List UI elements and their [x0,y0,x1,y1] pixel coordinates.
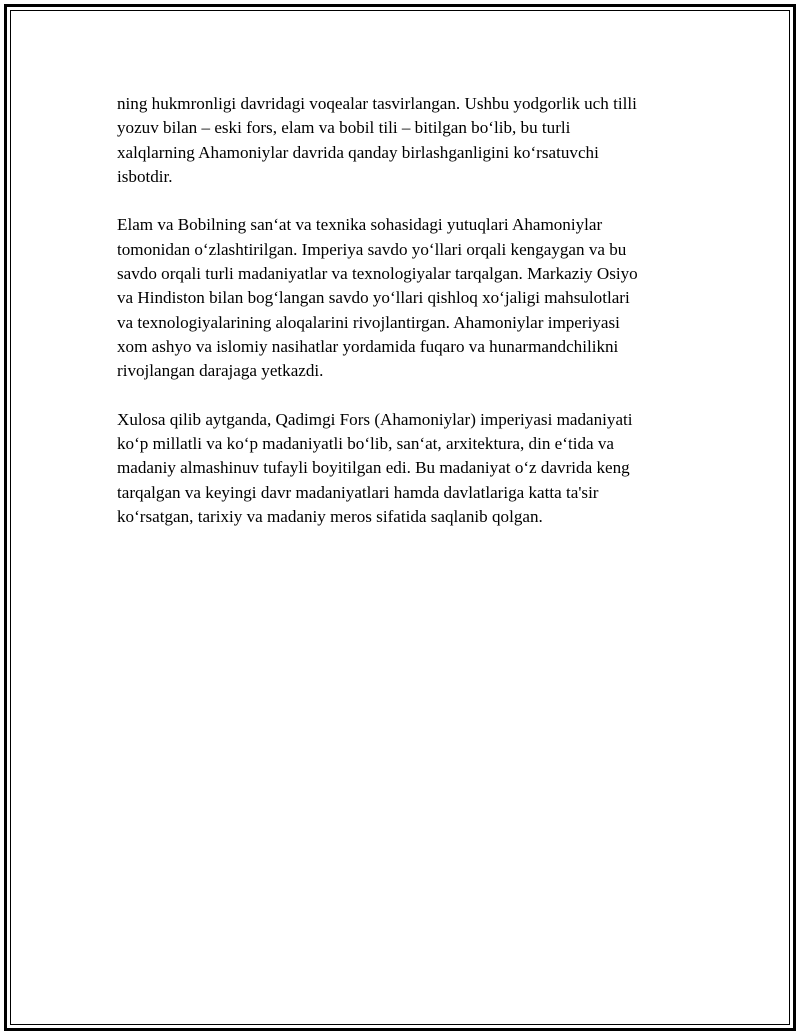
text-line: xalqlarning Ahamoniylar davrida qanday birlashganligini koʻrsatuvchi [117,142,599,162]
text-line: Xulosa qilib aytganda, Qadimgi Fors (Ahamoniylar) imperiyasi madaniyati [117,409,633,429]
text-line: tomonidan oʻzlashtirilgan. Imperiya savdo yoʻllari orqali kengaygan va bu [117,239,627,259]
paragraph-3 [117,408,697,529]
paragraph-2 [117,213,697,383]
text-line: savdo orqali turli madaniyatlar va texnologiyalar tarqalgan. Markaziy Osiyo [117,264,638,284]
text-line: yozuv bilan – eski fors, elam va bobil tili – bitilgan boʻlib, bu turli [117,118,571,138]
text-line: isbotdir. [117,166,173,186]
text-line: tarqalgan va keyingi davr madaniyatlari hamda davlatlariga katta ta'sir [117,482,599,502]
text-line: koʻrsatgan, tarixiy va madaniy meros sifatida saqlanib qolgan. [117,507,543,527]
text-line: xom ashyo va islomiy nasihatlar yordamida fuqaro va hunarmandchilikni [117,336,619,356]
paragraph-1 [117,92,697,189]
text-line: madaniy almashinuv tufayli boyitilgan edi. Bu madaniyat oʻz davrida keng [117,458,630,478]
text-line: rivojlangan darajaga yetkazdi. [117,361,324,381]
text-line: koʻp millatli va koʻp madaniyatli boʻlib, sanʻat, arxitektura, din eʻtida va [117,434,614,454]
text-line: va texnologiyalarining aloqalarini rivojlantirgan. Ahamoniylar imperiyasi [117,312,620,332]
text-line: ning hukmronligi davridagi voqealar tasvirlangan. Ushbu yodgorlik uch tilli [117,94,637,113]
text-line: va Hindiston bilan bogʻlangan savdo yoʻllari qishloq xoʻjaligi mahsulotlari [117,288,630,308]
document-body [117,92,697,554]
text-line: Elam va Bobilning sanʻat va texnika sohasidagi yutuqlari Ahamoniylar [117,215,603,235]
